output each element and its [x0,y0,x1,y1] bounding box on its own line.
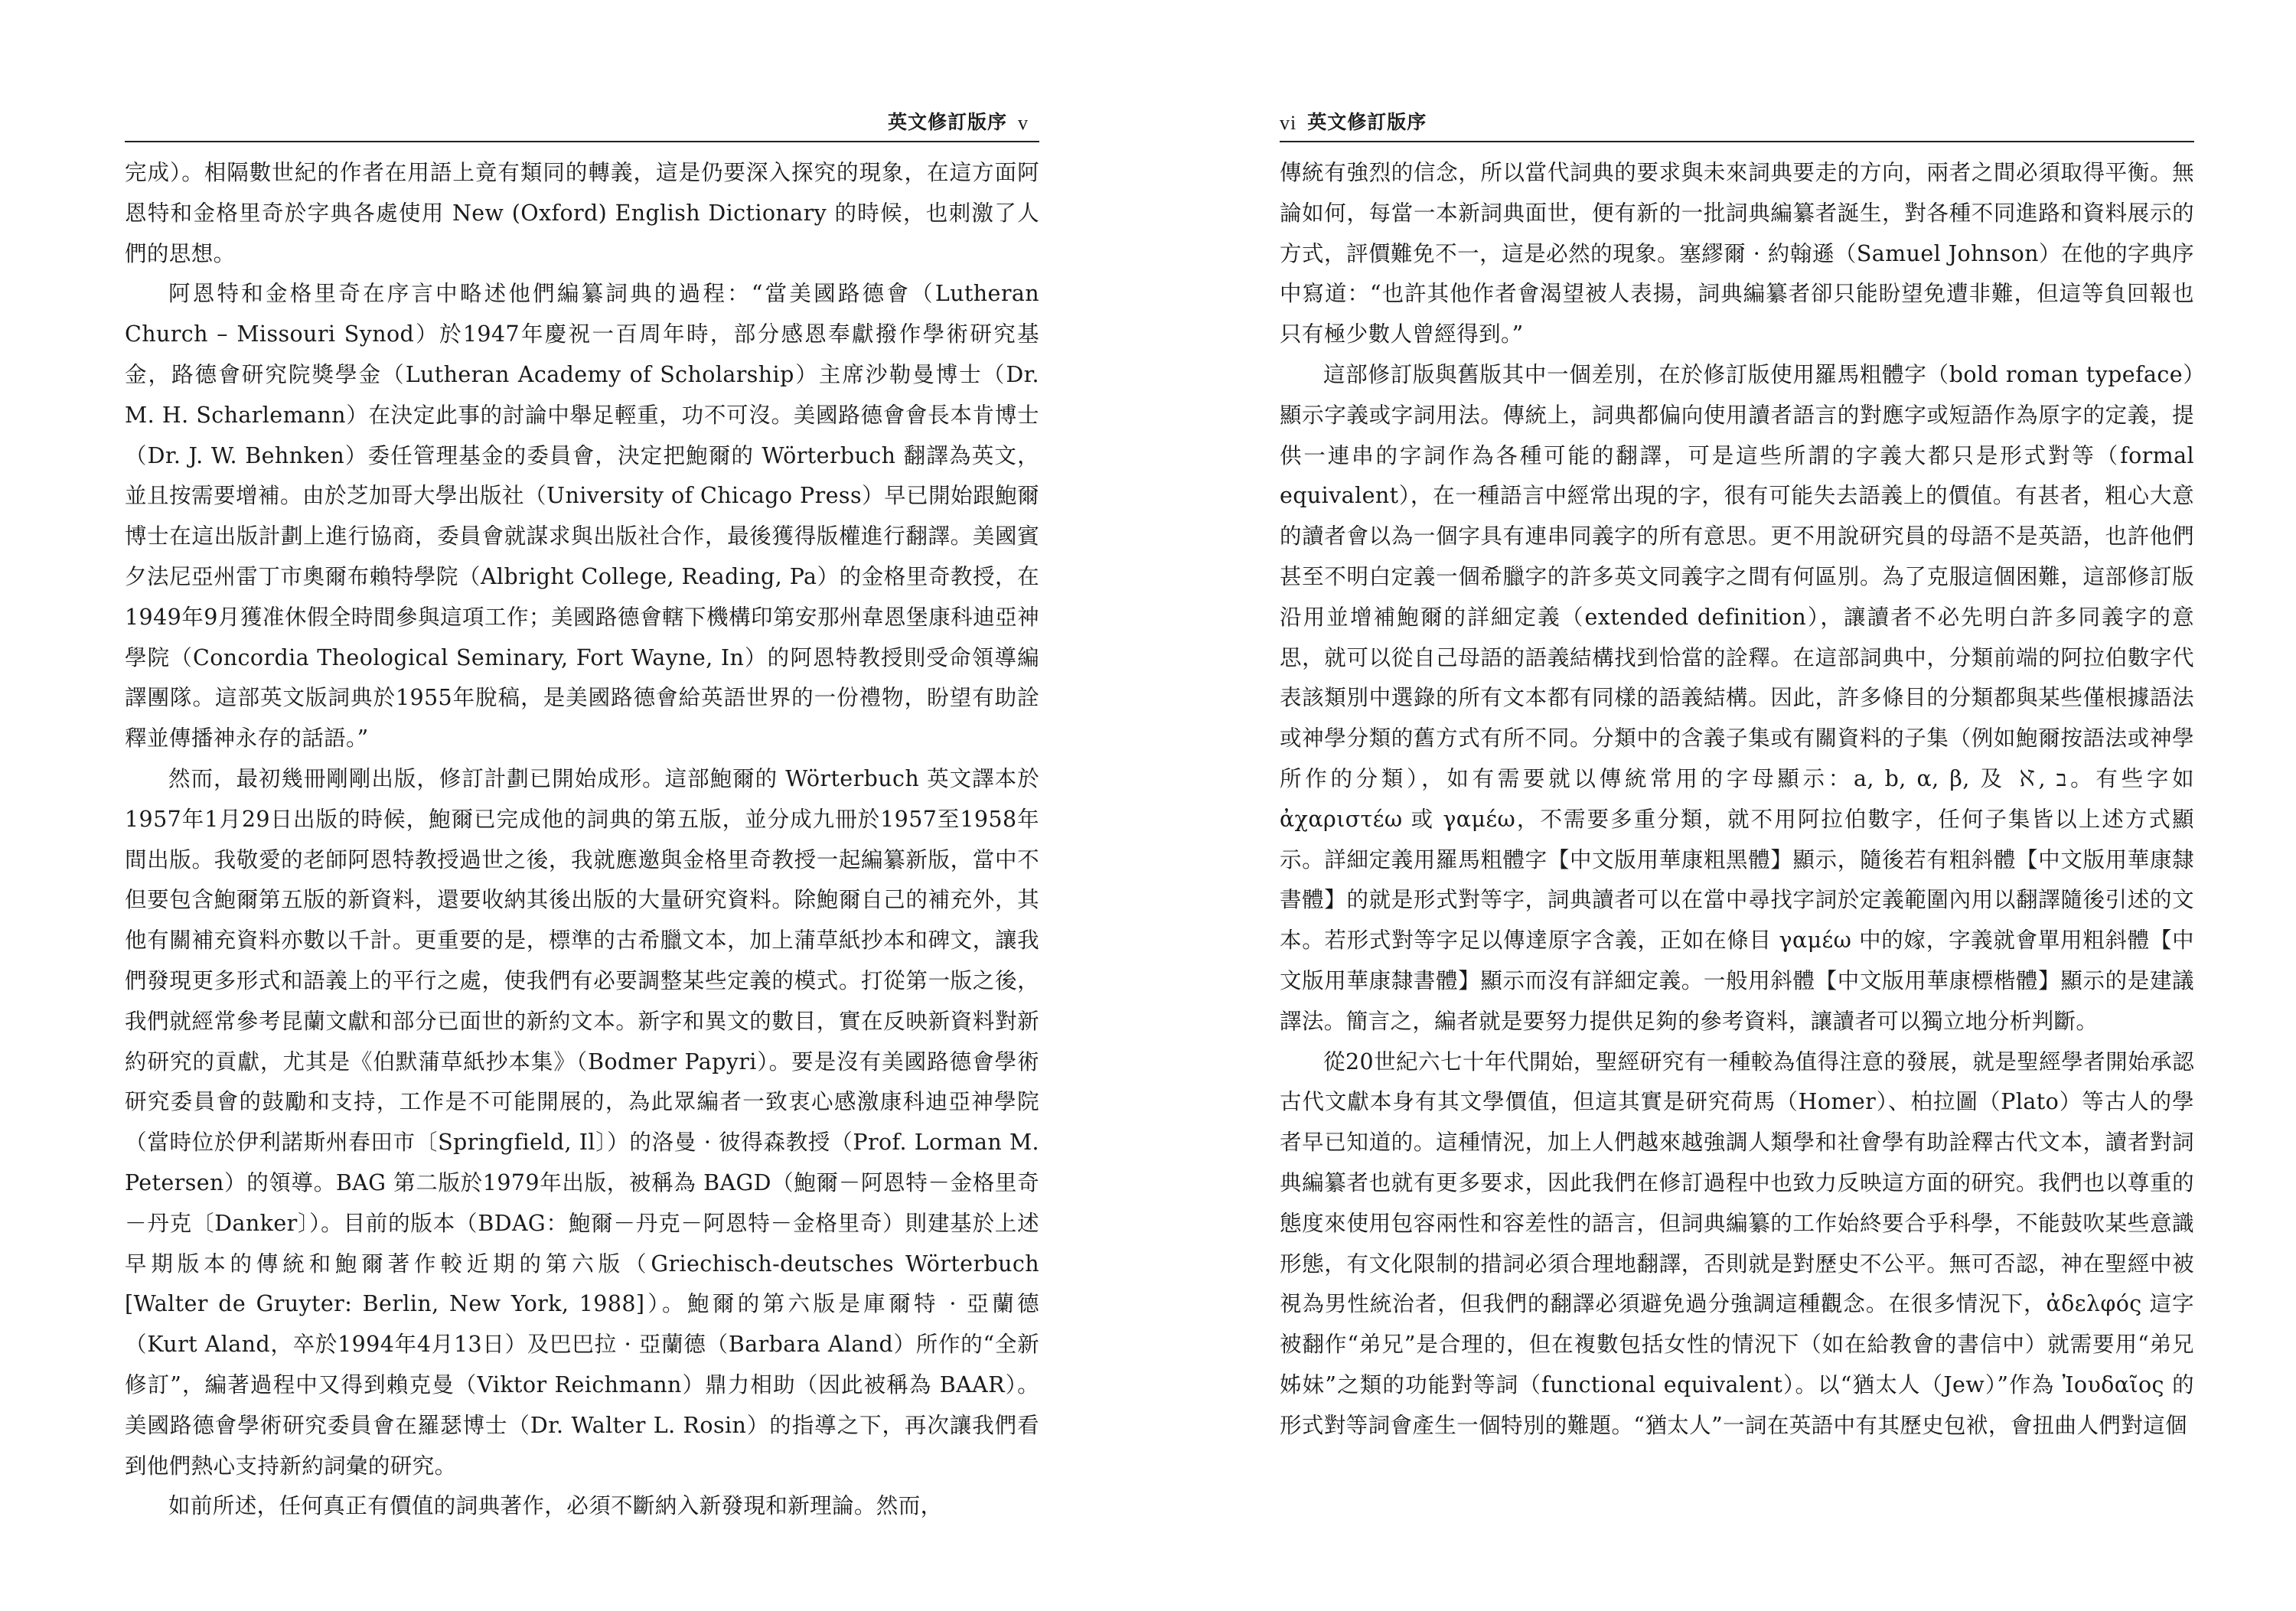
left-body-text [125,153,1039,1527]
right-running-head-title: 英文修訂版序 [1307,111,1427,133]
right-page [1280,107,2194,1561]
left-page [125,107,1039,1561]
right-paragraph-1: 傳統有強烈的信念，所以當代詞典的要求與未來詞典要走的方向，兩者之間必須取得平衡。無論如何，每當一本新詞典面世，便有新的一批詞典編纂者誕生，對各種不同進路和資料展示的方式，評價難免不一，這是必然的現象。塞繆爾 · 約翰遜（Samuel Johnson）在他的字典序中寫道：“也許其他作者會渴望被人表揚，詞典編纂者卻只能盼望免遭非難，但這等負回報也只有極少數人曾經得到。” [1280,160,2194,347]
right-running-head [1280,107,2194,142]
left-running-head-title: 英文修訂版序 [887,111,1007,133]
left-paragraph-4: 如前所述，任何真正有價值的詞典著作，必須不斷納入新發現和新理論。然而， [168,1493,943,1519]
left-paragraph-1: 完成）。相隔數世紀的作者在用語上竟有類同的轉義，這是仍要深入探究的現象，在這方面阿恩特和金格里奇於字典各處使用 New (Oxford) English Dictionary 的時候，也刺激了人們的思想。 [125,160,1039,266]
right-paragraph-3: 從20世紀六七十年代開始，聖經研究有一種較為值得注意的發展，就是聖經學者開始承認古代文獻本身有其文學價值，但這其實是研究荷馬（Homer）、柏拉圖（Plato）等古人的學者早已知道的。這種情況，加上人們越來越強調人類學和社會學有助詮釋古代文本，讀者對詞典編纂者也就有更多要求，因此我們在修訂過程中也致力反映這方面的研究。我們也以尊重的態度來使用包容兩性和容差性的語言，但詞典編纂的工作始終要合乎科學，不能鼓吹某些意識形態，有文化限制的措詞必須合理地翻譯，否則就是對歷史不公平。無可否認，神在聖經中被視為男性統治者，但我們的翻譯必須避免過分強調這種觀念。在很多情況下，ἀδελφός 這字被翻作“弟兄”是合理的，但在複數包括女性的情況下（如在給教會的書信中）就需要用“弟兄姊妹”之類的功能對等詞（functional equivalent）。以“猶太人（Jew）”作為 Ἰουδαῖος 的形式對等詞會產生一個特別的難題。“猶太人”一詞在英語中有其歷史包袱，會扭曲人們對這個 [1280,1048,2194,1438]
left-paragraph-2: 阿恩特和金格里奇在序言中略述他們編纂詞典的過程：“當美國路德會（Lutheran Church – Missouri Synod）於1947年慶祝一百周年時，部分感恩奉獻撥作學術研究基金，路德會研究院獎學金（Lutheran Academy of Scholarship）主席沙勒曼博士（Dr. M. H. Scharlemann）在決定此事的討論中舉足輕重，功不可沒。美國路德會會長本肯博士（Dr. J. W. Behnken）委任管理基金的委員會，決定把鮑爾的 Wörterbuch 翻譯為英文，並且按需要增補。由於芝加哥大學出版社（University of Chicago Press）早已開始跟鮑爾博士在這出版計劃上進行協商，委員會就謀求與出版社合作，最後獲得版權進行翻譯。美國賓夕法尼亞州雷丁市奧爾布賴特學院（Albright College, Reading, Pa）的金格里奇教授，在1949年9月獲准休假全時間參與這項工作；美國路德會轄下機構印第安那州韋恩堡康科迪亞神學院（Concordia Theological Seminary, Fort Wayne, In）的阿恩特教授則受命領導編譯團隊。這部英文版詞典於1955年脫稿，是美國路德會給英語世界的一份禮物，盼望有助詮釋並傳播神永存的話語。” [125,281,1039,752]
left-paragraph-3: 然而，最初幾冊剛剛出版，修訂計劃已開始成形。這部鮑爾的 Wörterbuch 英文譯本於1957年1月29日出版的時候，鮑爾已完成他的詞典的第五版，並分成九冊於1957至1958年間出版。我敬愛的老師阿恩特教授過世之後，我就應邀與金格里奇教授一起編纂新版，當中不但要包含鮑爾第五版的新資料，還要收納其後出版的大量研究資料。除鮑爾自己的補充外，其他有關補充資料亦數以千計。更重要的是，標準的古希臘文本，加上蒲草紙抄本和碑文，讓我們發現更多形式和語義上的平行之處，使我們有必要調整某些定義的模式。打從第一版之後，我們就經常參考昆蘭文獻和部分已面世的新約文本。新字和異文的數目，實在反映新資料對新約研究的貢獻，尤其是《伯默蒲草紙抄本集》（Bodmer Papyri）。要是沒有美國路德會學術研究委員會的鼓勵和支持，工作是不可能開展的，為此眾編者一致衷心感激康科迪亞神學院（當時位於伊利諾斯州春田市〔Springfield, Il〕）的洛曼 · 彼得森教授（Prof. Lorman M. Petersen）的領導。BAG 第二版於1979年出版，被稱為 BAGD（鮑爾－阿恩特－金格里奇－丹克〔Danker〕）。目前的版本（BDAG：鮑爾－丹克－阿恩特－金格里奇）則建基於上述早期版本的傳統和鮑爾著作較近期的第六版（Griechisch-deutsches Wörterbuch [Walter de Gruyter: Berlin, New York, 1988]）。鮑爾的第六版是庫爾特 · 亞蘭德（Kurt Aland，卒於1994年4月13日）及巴巴拉 · 亞蘭德（Barbara Aland）所作的“全新修訂”，編著過程中又得到賴克曼（Viktor Reichmann）鼎力相助（因此被稱為 BAAR）。美國路德會學術研究委員會在羅瑟博士（Dr. Walter L. Rosin）的指導之下，再次讓我們看到他們熱心支持新約詞彙的研究。 [125,765,1039,1479]
left-page-number: v [1018,112,1029,134]
right-body-text [1280,153,2194,1446]
right-page-number: vi [1280,112,1297,134]
left-running-head [125,107,1039,142]
right-paragraph-2: 這部修訂版與舊版其中一個差別，在於修訂版使用羅馬粗體字（bold roman typeface）顯示字義或字詞用法。傳統上，詞典都偏向使用讀者語言的對應字或短語作為原字的定義，提供一連串的字詞作為各種可能的翻譯，可是這些所謂的字義大都只是形式對等（formal equivalent），在一種語言中經常出現的字，很有可能失去語義上的價值。有甚者，粗心大意的讀者會以為一個字具有連串同義字的所有意思。更不用說研究員的母語不是英語，也許他們甚至不明白定義一個希臘字的許多英文同義字之間有何區別。為了克服這個困難，這部修訂版沿用並增補鮑爾的詳細定義（extended definition），讓讀者不必先明白許多同義字的意思，就可以從自己母語的語義結構找到恰當的詮釋。在這部詞典中，分類前端的阿拉伯數字代表該類別中選錄的所有文本都有同樣的語義結構。因此，許多條目的分類都與某些僅根據語法或神學分類的舊方式有所不同。分類中的含義子集或有關資料的子集（例如鮑爾按語法或神學所作的分類），如有需要就以傳統常用的字母顯示：a, b, α, β, 及 ℵ, ב。有些字如 ἀχαριστέω 或 γαμέω，不需要多重分類，就不用阿拉伯數字，任何子集皆以上述方式顯示。詳細定義用羅馬粗體字【中文版用華康粗黑體】顯示，隨後若有粗斜體【中文版用華康隸書體】的就是形式對等字，詞典讀者可以在當中尋找字詞於定義範圍內用以翻譯隨後引述的文本。若形式對等字足以傳達原字含義，正如在條目 γαμέω 中的嫁，字義就會單用粗斜體【中文版用華康隸書體】顯示而沒有詳細定義。一般用斜體【中文版用華康標楷體】顯示的是建議譯法。簡言之，編者就是要努力提供足夠的參考資料，讓讀者可以獨立地分析判斷。 [1280,361,2194,1034]
